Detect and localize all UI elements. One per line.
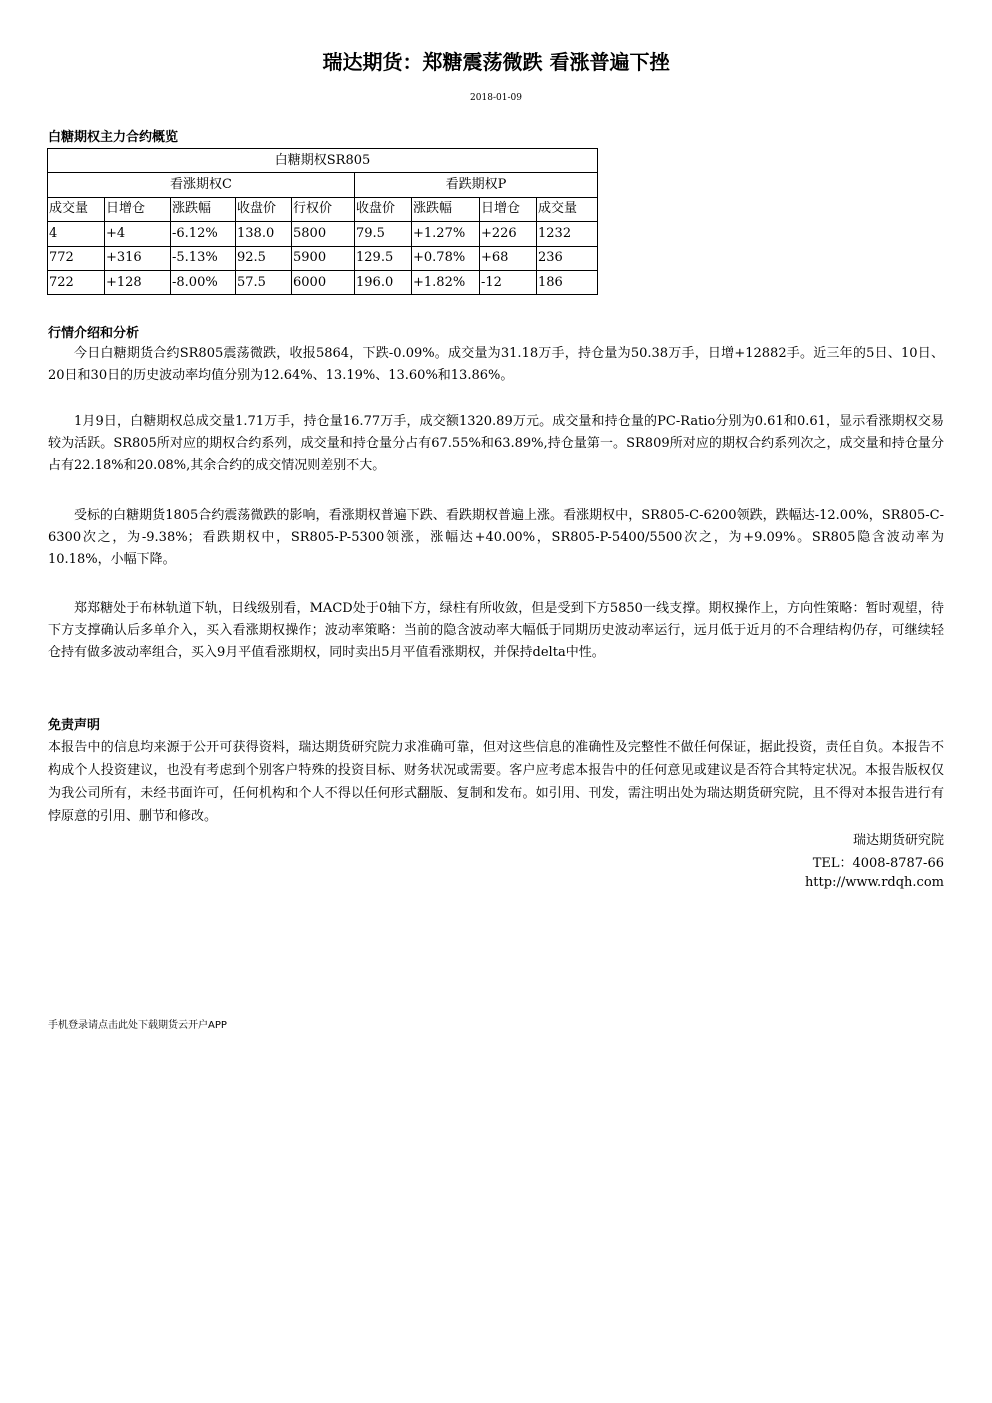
options-overview-table — [47, 148, 598, 295]
disclaimer-text: 本报告中的信息均来源于公开可获得资料，瑞达期货研究院力求准确可靠，但对这些信息的准确性及完整性不做任何保证，据此投资，责任自负。本报告不构成个人投资建议，也没有考虑到个别客户特殊的投资目标、财务状况或需要。客户应考虑本报告中的任何意见或建议是否符合其特定状况。本报告版权仅为我公司所有，未经书面许可，任何机构和个人不得以任何形式翻版、复制和发布。如引用、刊发，需注明出处为瑞达期货研究院，且不得对本报告进行有悖原意的引用、删节和修改。 — [48, 740, 944, 824]
table-cell: +128 — [105, 270, 171, 294]
app-download-link[interactable]: 手机登录请点击此处下载期货云开户APP — [48, 1020, 227, 1031]
table-cell: 1232 — [537, 222, 598, 246]
column-header: 行权价 — [292, 197, 355, 221]
report-title: 瑞达期货：郑糖震荡微跌 看涨普遍下挫 — [322, 50, 670, 74]
analysis-paragraph-1: 今日白糖期货合约SR805震荡微跌，收报5864，下跌-0.09%。成交量为31.18万手，持仓量为50.38万手，日增+12882手。近三年的5日、10日、20日和30日的历史波动率均值分别为12.64%、13.19%、13.60%和13.86%。 — [48, 346, 944, 383]
table-cell: -8.00% — [171, 270, 236, 294]
column-header: 成交量 — [48, 197, 105, 221]
table-row — [48, 222, 598, 246]
table-cell: +1.82% — [412, 270, 480, 294]
column-header: 涨跌幅 — [171, 197, 236, 221]
table-group-row — [48, 173, 598, 197]
column-header: 日增仓 — [105, 197, 171, 221]
analysis-heading: 行情介绍和分析 — [48, 326, 140, 341]
table-row — [48, 246, 598, 270]
table-cell: +68 — [480, 246, 537, 270]
table-cell: 772 — [48, 246, 105, 270]
column-header: 日增仓 — [480, 197, 537, 221]
table-cell: +0.78% — [412, 246, 480, 270]
column-header: 收盘价 — [236, 197, 292, 221]
table-header-row — [48, 197, 598, 221]
analysis-paragraph-3: 受标的白糖期货1805合约震荡微跌的影响，看涨期权普遍下跌、看跌期权普遍上涨。看涨期权中，SR805-C-6200领跌，跌幅达-12.00%，SR805-C-6300次之，为-9.38%；看跌期权中，SR805-P-5300领涨，涨幅达+40.00%，SR805-P-5400/5500次之，为+9.09%。SR805隐含波动率为10.18%，小幅下降。 — [48, 508, 944, 567]
put-group-label: 看跌期权P — [355, 173, 598, 197]
table-cell: 6000 — [292, 270, 355, 294]
table-cell: -5.13% — [171, 246, 236, 270]
disclaimer-heading: 免责声明 — [48, 718, 101, 733]
table-cell: 236 — [537, 246, 598, 270]
table-cell: 92.5 — [236, 246, 292, 270]
column-header: 收盘价 — [355, 197, 412, 221]
analysis-paragraph-2: 1月9日，白糖期权总成交量1.71万手，持仓量16.77万手，成交额1320.89万元。成交量和持仓量的PC-Ratio分别为0.61和0.61，显示看涨期权交易较为活跃。SR805所对应的期权合约系列，成交量和持仓量分占有67.55%和63.89%,持仓量第一。SR809所对应的期权合约系列次之，成交量和持仓量分占有22.18%和20.08%,其余合约的成交情况则差别不大。 — [48, 414, 944, 473]
table-cell: 5900 — [292, 246, 355, 270]
table-cell: +1.27% — [412, 222, 480, 246]
table-cell: -6.12% — [171, 222, 236, 246]
analysis-paragraph-4: 郑郑糖处于布林轨道下轨，日线级别看，MACD处于0轴下方，绿柱有所收敛，但是受到下方5850一线支撑。期权操作上，方向性策略：暂时观望，待下方支撑确认后多单介入，买入看涨期权操作；波动率策略：当前的隐含波动率大幅低于同期历史波动率运行，远月低于近月的不合理结构仍存，可继续轻仓持有做多波动率组合，买入9月平值看涨期权，同时卖出5月平值看涨期权，并保持delta中性。 — [48, 601, 944, 660]
table-cell: +316 — [105, 246, 171, 270]
table-cell: 138.0 — [236, 222, 292, 246]
signature-tel: TEL：4008-8787-66 — [812, 856, 944, 871]
table-cell: +4 — [105, 222, 171, 246]
table-cell: -12 — [480, 270, 537, 294]
table-cell: 79.5 — [355, 222, 412, 246]
overview-heading: 白糖期权主力合约概览 — [48, 130, 179, 145]
table-cell: 129.5 — [355, 246, 412, 270]
report-date: 2018-01-09 — [470, 93, 522, 103]
signature-url[interactable]: http://www.rdqh.com — [804, 875, 944, 890]
column-header: 涨跌幅 — [412, 197, 480, 221]
signature-org: 瑞达期货研究院 — [852, 833, 944, 848]
table-cell: 186 — [537, 270, 598, 294]
table-cell: 722 — [48, 270, 105, 294]
table-cell: 4 — [48, 222, 105, 246]
table-title-row — [48, 149, 598, 173]
table-title: 白糖期权SR805 — [48, 149, 598, 173]
table-cell: 196.0 — [355, 270, 412, 294]
table-row — [48, 270, 598, 294]
table-cell: 5800 — [292, 222, 355, 246]
table-cell: 57.5 — [236, 270, 292, 294]
table-cell: +226 — [480, 222, 537, 246]
column-header: 成交量 — [537, 197, 598, 221]
call-group-label: 看涨期权C — [48, 173, 355, 197]
